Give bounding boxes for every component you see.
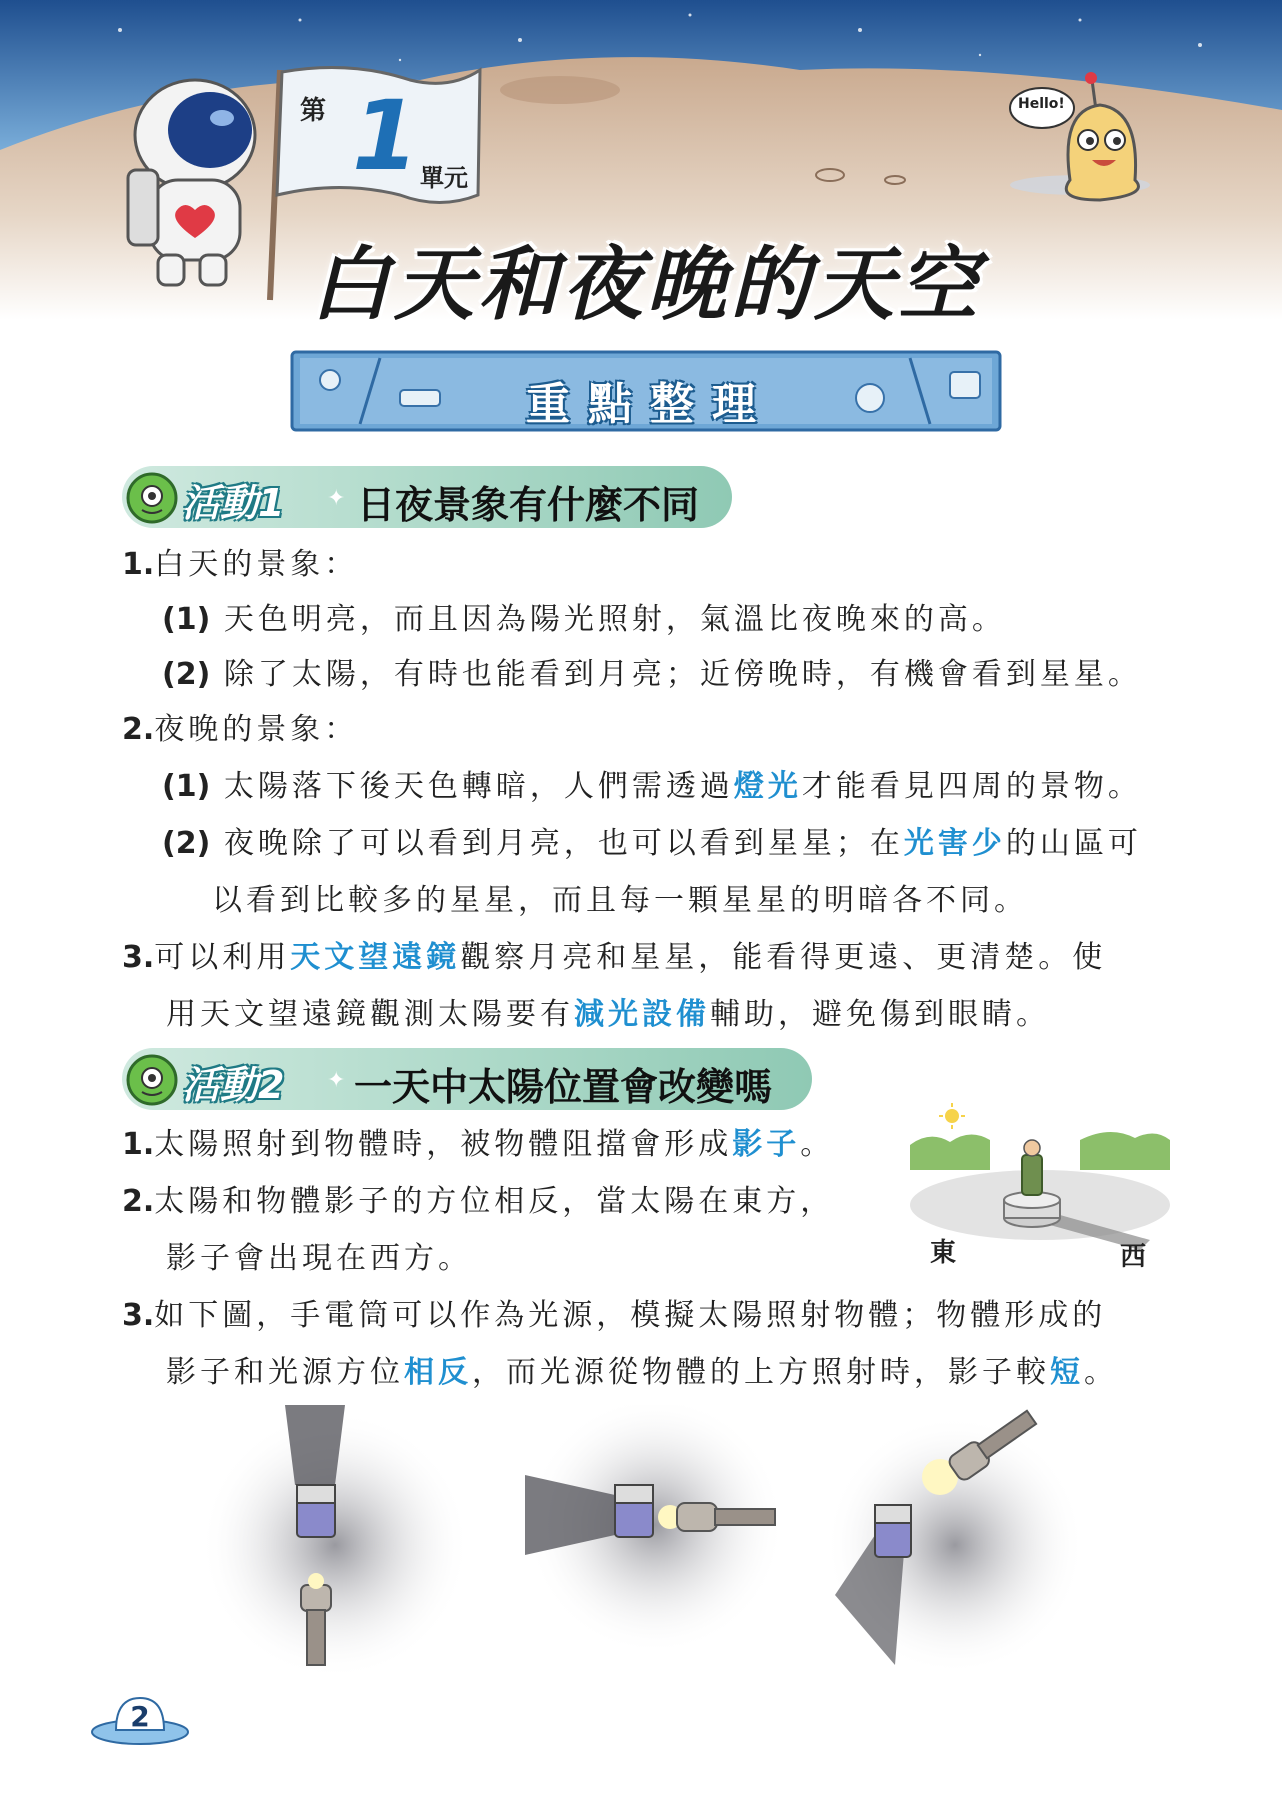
flashlight-experiment-illustrations (195, 1405, 1135, 1675)
list-item: 2.夜晚的景象： (122, 712, 359, 747)
list-item: 3.如下圖，手電筒可以作為光源，模擬太陽照射物體；物體形成的 (122, 1298, 1107, 1333)
page-title: 白天和夜晚的天空 (310, 238, 982, 331)
monster-icon (122, 1050, 182, 1108)
list-item-continued: 以看到比較多的星星，而且每一顆星星的明暗各不同。 (212, 883, 1028, 918)
east-label: 東 (930, 1238, 957, 1268)
monster-icon (122, 468, 182, 526)
keyword-highlight: 影子 (732, 1127, 801, 1162)
activity-1-title: 日夜景象有什麼不同 (357, 483, 700, 527)
keyword-highlight: 減光設備 (574, 997, 710, 1032)
activity-2-header (122, 1048, 812, 1110)
keyword-highlight: 燈光 (733, 769, 802, 804)
unit-number: 1 (352, 80, 419, 192)
flashlight-scene-side (525, 1405, 785, 1655)
activity-1-label: 活動1 (182, 481, 285, 525)
keyword-highlight: 短 (1050, 1355, 1084, 1390)
list-item: (1) 天色明亮，而且因為陽光照射，氣溫比夜晚來的高。 (162, 602, 1006, 637)
keyword-highlight: 天文望遠鏡 (290, 940, 461, 975)
list-item-continued: 影子和光源方位相反，而光源從物體的上方照射時，影子較短。 (166, 1355, 1118, 1390)
keyword-highlight: 相反 (404, 1355, 472, 1390)
activity-1-header (122, 466, 732, 528)
star-icon: ✦ (327, 1068, 346, 1093)
list-item: (2) 夜晚除了可以看到月亮，也可以看到星星；在光害少的山區可 (162, 826, 1142, 861)
list-item: (1) 太陽落下後天色轉暗，人們需透過燈光才能看見四周的景物。 (162, 769, 1142, 804)
activity-2-label: 活動2 (182, 1063, 285, 1107)
west-label: 西 (1120, 1242, 1147, 1272)
list-item: 1.太陽照射到物體時，被物體阻擋會形成影子。 (122, 1127, 835, 1162)
list-item-continued: 用天文望遠鏡觀測太陽要有減光設備輔助，避免傷到眼睛。 (166, 997, 1050, 1032)
flashlight-scene-below (200, 1405, 470, 1675)
list-item: 3.可以利用天文望遠鏡觀察月亮和星星，能看得更遠、更清楚。使 (122, 940, 1107, 975)
list-item: 1.白天的景象： (122, 547, 359, 582)
list-item: 2.太陽和物體影子的方位相反，當太陽在東方， (122, 1184, 835, 1219)
activity-2-title: 一天中太陽位置會改變嗎 (354, 1065, 773, 1109)
unit-prefix: 第 (300, 96, 327, 126)
list-item: (2) 除了太陽，有時也能看到月亮；近傍晚時，有機會看到星星。 (162, 657, 1142, 692)
list-item-continued: 影子會出現在西方。 (166, 1241, 472, 1276)
flashlight-scene-above (825, 1406, 1085, 1675)
speech-bubble-text: Hello! (1018, 96, 1065, 112)
unit-suffix: 單元 (420, 164, 468, 192)
banner-label: 重點整理 (526, 379, 774, 430)
page-number: 2 (130, 1700, 150, 1733)
keyword-highlight: 光害少 (903, 826, 1006, 861)
star-icon: ✦ (327, 486, 346, 511)
